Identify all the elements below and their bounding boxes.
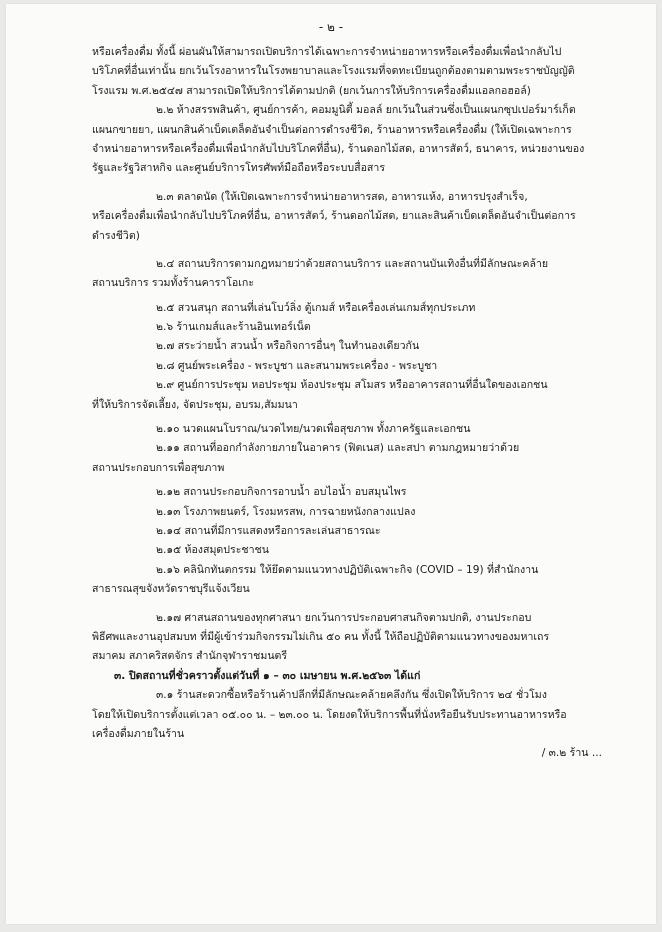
section-3-heading: ๓. ปิดสถานที่ชั่วคราวตั้งแต่วันที่ ๑ – ๓๐ เมษายน พ.ศ.๒๕๖๓ ได้แก่ <box>114 669 421 682</box>
section-2-10: ๒.๑๐ นวดแผนโบราณ/นวดไทย/นวดเพื่อสุขภาพ ทั้งภาครัฐและเอกชน <box>156 423 471 436</box>
text-line: แผนกขายยา, แผนกสินค้าเบ็ดเตล็ดอันจำเป็นต่อการดำรงชีวิต, ร้านอาหารหรือเครื่องดื่ม (ให้เปิดเฉพาะการ <box>92 123 572 136</box>
continued-marker: / ๓.๒ ร้าน ... <box>541 747 602 759</box>
section-2-14: ๒.๑๔ สถานที่มีการแสดงหรือการละเล่นสาธารณะ <box>156 524 381 537</box>
section-2-16-heading: ๒.๑๖ คลินิกทันตกรรม ให้ยึดตามแนวทางปฏิบัติเฉพาะกิจ (COVID – 19) ที่สำนักงาน <box>156 563 539 576</box>
page-number: - ๒ - <box>318 20 344 34</box>
text-line: บริโภคที่อื่นเท่านั้น ยกเว้นโรงอาหารในโรงพยาบาลและโรงแรมที่จดทะเบียนถูกต้องตามตามพระราชบัญญัติ <box>92 65 575 78</box>
text-line: โดยให้เปิดบริการตั้งแต่เวลา ๐๕.๐๐ น. – ๒๓.๐๐ น. โดยงดให้บริการพื้นที่นั่งหรือยืนรับประทานอาหารหรือ <box>92 708 567 721</box>
document-page <box>6 4 656 924</box>
text-line: สถานประกอบการเพื่อสุขภาพ <box>92 461 225 474</box>
section-2-5: ๒.๕ สวนสนุก สถานที่เล่นโบว์ลิ่ง ตู้เกมส์ หรือเครื่องเล่นเกมส์ทุกประเภท <box>156 301 476 314</box>
text-line: ที่ให้บริการจัดเลี้ยง, จัดประชุม, อบรม,สัมมนา <box>92 398 298 411</box>
text-line: หรือเครื่องดื่ม ทั้งนี้ ผ่อนผันให้สามารถเปิดบริการได้เฉพาะการจำหน่ายอาหารหรือเครื่องดื่มเพื่อนำกลับไป <box>92 46 562 58</box>
section-2-8: ๒.๘ ศูนย์พระเครื่อง - พระบูชา และสนามพระเครื่อง - พระบูชา <box>156 359 438 372</box>
section-2-9-heading: ๒.๙ ศูนย์การประชุม หอประชุม ห้องประชุม สโมสร หรืออาคารสถานที่อื่นใดของเอกชน <box>156 379 548 392</box>
section-2-3-heading: ๒.๓ ตลาดนัด (ให้เปิดเฉพาะการจำหน่ายอาหารสด, อาหารแห้ง, อาหารปรุงสำเร็จ, <box>156 190 528 203</box>
section-2-12: ๒.๑๒ สถานประกอบกิจการอาบน้ำ อบไอน้ำ อบสมุนไพร <box>156 486 407 499</box>
text-line: จำหน่ายอาหารหรือเครื่องดื่มเพื่อนำกลับไปบริโภคที่อื่น), ร้านดอกไม้สด, อาหารสัตว์, ธนาคาร, หน่วยงานของ <box>92 142 585 155</box>
section-2-7: ๒.๗ สระว่ายน้ำ สวนน้ำ หรือกิจการอื่นๆ ในทำนองเดียวกัน <box>156 340 420 353</box>
section-2-2-heading: ๒.๒ ห้างสรรพสินค้า, ศูนย์การค้า, คอมมูนิตี้ มอลล์ ยกเว้นในส่วนซึ่งเป็นแผนกซุปเปอร์มาร์เก็ต <box>156 104 576 117</box>
section-2-11-heading: ๒.๑๑ สถานที่ออกกำลังกายภายในอาคาร (ฟิตเนส) และสปา ตามกฎหมายว่าด้วย <box>156 442 520 455</box>
text-line: สาธารณสุขจังหวัดราชบุรีแจ้งเวียน <box>92 583 250 596</box>
section-2-17-heading: ๒.๑๗ ศาสนสถานของทุกศาสนา ยกเว้นการประกอบศาสนกิจตามปกติ, งานประกอบ <box>156 611 532 624</box>
text-line: พิธีศพและงานอุปสมบท ที่มีผู้เข้าร่วมกิจกรรมไม่เกิน ๕๐ คน ทั้งนี้ ให้ถือปฏิบัติตามแนวทางของมหาเถร <box>92 630 550 643</box>
section-2-15: ๒.๑๕ ห้องสมุดประชาชน <box>156 544 269 557</box>
text-line: เครื่องดื่มภายในร้าน <box>92 727 185 740</box>
text-line: โรงแรม พ.ศ.๒๕๔๗ สามารถเปิดให้บริการได้ตามปกติ (ยกเว้นการให้บริการเครื่องดื่มแอลกอฮอล์) <box>92 84 531 97</box>
text-line: รัฐและรัฐวิสาหกิจ และศูนย์บริการโทรศัพท์มือถือหรือระบบสื่อสาร <box>92 162 386 175</box>
text-line: สมาคม สภาคริสตจักร สำนักจุฬาราชมนตรี <box>92 650 288 663</box>
section-2-13: ๒.๑๓ โรงภาพยนตร์, โรงมหรสพ, การฉายหนังกลางแปลง <box>156 505 416 518</box>
document-body <box>92 43 612 744</box>
text-line: หรือเครื่องดื่มเพื่อนำกลับไปบริโภคที่อื่น, อาหารสัตว์, ร้านดอกไม้สด, ยาและสินค้าเบ็ดเตล็ดอันจำเป็นต่อการ <box>92 210 576 223</box>
section-3-1-heading: ๓.๑ ร้านสะดวกซื้อหรือร้านค้าปลีกที่มีลักษณะคล้ายคลึงกัน ซึ่งเปิดให้บริการ ๒๔ ชั่วโมง <box>156 689 547 702</box>
section-2-6: ๒.๖ ร้านเกมส์และร้านอินเทอร์เน็ต <box>156 321 311 334</box>
text-line: สถานบริการ รวมทั้งร้านคาราโอเกะ <box>92 277 255 290</box>
section-2-4-heading: ๒.๔ สถานบริการตามกฎหมายว่าด้วยสถานบริการ และสถานบันเทิงอื่นที่มีลักษณะคล้าย <box>156 257 549 270</box>
text-line: ดำรงชีวิต) <box>92 229 140 242</box>
